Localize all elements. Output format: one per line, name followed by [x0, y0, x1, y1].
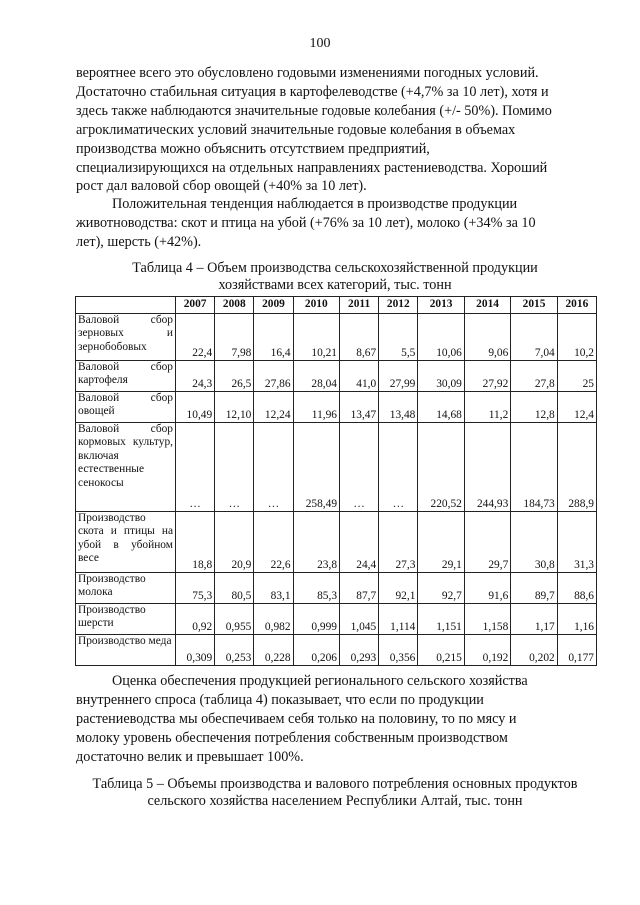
- value-cell: 27,3: [379, 512, 418, 573]
- value-cell: 12,4: [557, 392, 596, 423]
- value-cell: 0,92: [176, 604, 215, 635]
- value-cell: 41,0: [340, 361, 379, 392]
- value-cell: 18,8: [176, 512, 215, 573]
- table-row: [76, 361, 597, 392]
- value-cell: 29,1: [418, 512, 464, 573]
- value-cell: 13,48: [379, 392, 418, 423]
- production-table: [75, 296, 597, 666]
- value-cell: 0,202: [511, 635, 557, 666]
- value-cell: 85,3: [293, 573, 339, 604]
- value-cell: 1,158: [464, 604, 510, 635]
- page-number: 100: [309, 36, 331, 51]
- year-header: 2011: [340, 297, 379, 314]
- value-cell: 244,93: [464, 423, 510, 512]
- value-cell: …: [379, 423, 418, 512]
- value-cell: 22,6: [254, 512, 293, 573]
- value-cell: 83,1: [254, 573, 293, 604]
- table-header-row: [76, 297, 597, 314]
- row-label: Производство скота и птицы на убой в убойном весе: [76, 512, 176, 573]
- value-cell: 12,8: [511, 392, 557, 423]
- table-row: [76, 635, 597, 666]
- table-row: [76, 314, 597, 361]
- table-row: [76, 604, 597, 635]
- year-header: 2016: [557, 297, 596, 314]
- table-row: [76, 392, 597, 423]
- value-cell: 13,47: [340, 392, 379, 423]
- value-cell: 0,999: [293, 604, 339, 635]
- value-cell: 0,309: [176, 635, 215, 666]
- value-cell: 258,49: [293, 423, 339, 512]
- year-header: 2015: [511, 297, 557, 314]
- row-label: Валовой сбор овощей: [76, 392, 176, 423]
- value-cell: 0,228: [254, 635, 293, 666]
- value-cell: 75,3: [176, 573, 215, 604]
- value-cell: 0,293: [340, 635, 379, 666]
- row-label: Валовой сбор кормовых культур, включая естественные сенокосы: [76, 423, 176, 512]
- value-cell: 27,99: [379, 361, 418, 392]
- value-cell: 30,8: [511, 512, 557, 573]
- value-cell: 25: [557, 361, 596, 392]
- year-header: 2009: [254, 297, 293, 314]
- paragraph-crop-variability: вероятнее всего это обусловлено годовыми изменениями погодных условий. Достаточно стабильная ситуация в картофелеводстве (+4,7% за 10 лет), хотя и здесь также наблюдаются значительные годовые колебания (+/- 50%). Помимо агроклиматических условий значительные годовые колебания в объемах производства можно объяснить отсутствием предприятий, специализирующихся на отдельных направлениях растениеводства. Хороший рост дал валовой сбор овощей (+40% за 10 лет).: [76, 65, 552, 195]
- value-cell: 26,5: [215, 361, 254, 392]
- value-cell: 20,9: [215, 512, 254, 573]
- value-cell: 0,215: [418, 635, 464, 666]
- value-cell: 92,7: [418, 573, 464, 604]
- value-cell: 23,8: [293, 512, 339, 573]
- value-cell: 92,1: [379, 573, 418, 604]
- value-cell: 31,3: [557, 512, 596, 573]
- value-cell: 1,17: [511, 604, 557, 635]
- value-cell: 22,4: [176, 314, 215, 361]
- row-label: Валовой сбор картофеля: [76, 361, 176, 392]
- value-cell: 0,192: [464, 635, 510, 666]
- value-cell: 10,2: [557, 314, 596, 361]
- value-cell: 87,7: [340, 573, 379, 604]
- value-cell: 0,356: [379, 635, 418, 666]
- value-cell: …: [340, 423, 379, 512]
- table-row: [76, 573, 597, 604]
- value-cell: 29,7: [464, 512, 510, 573]
- table4-caption: Таблица 4 – Объем производства сельскохозяйственной продукции хозяйствами всех категорий, тыс. тонн: [132, 260, 538, 293]
- value-cell: 1,151: [418, 604, 464, 635]
- value-cell: 8,67: [340, 314, 379, 361]
- year-header: 2012: [379, 297, 418, 314]
- value-cell: 5,5: [379, 314, 418, 361]
- value-cell: …: [215, 423, 254, 512]
- value-cell: 0,982: [254, 604, 293, 635]
- row-label: Производство шерсти: [76, 604, 176, 635]
- year-header: 2013: [418, 297, 464, 314]
- value-cell: 16,4: [254, 314, 293, 361]
- value-cell: 27,8: [511, 361, 557, 392]
- value-cell: 0,206: [293, 635, 339, 666]
- value-cell: …: [176, 423, 215, 512]
- year-header: 2007: [176, 297, 215, 314]
- value-cell: 10,49: [176, 392, 215, 423]
- value-cell: 9,06: [464, 314, 510, 361]
- value-cell: 27,92: [464, 361, 510, 392]
- year-header: 2008: [215, 297, 254, 314]
- value-cell: 11,2: [464, 392, 510, 423]
- value-cell: 14,68: [418, 392, 464, 423]
- paragraph-livestock-trend: Положительная тенденция наблюдается в производстве продукции животноводства: скот и птица на убой (+76% за 10 лет), молоко (+34% за 10 лет), шерсть (+42%).: [76, 196, 536, 250]
- header-blank-cell: [76, 297, 176, 314]
- value-cell: 88,6: [557, 573, 596, 604]
- row-label: Производство меда: [76, 635, 176, 666]
- value-cell: 89,7: [511, 573, 557, 604]
- value-cell: 1,045: [340, 604, 379, 635]
- value-cell: 184,73: [511, 423, 557, 512]
- year-header: 2014: [464, 297, 510, 314]
- value-cell: 12,10: [215, 392, 254, 423]
- value-cell: 80,5: [215, 573, 254, 604]
- value-cell: 10,06: [418, 314, 464, 361]
- table-row: [76, 512, 597, 573]
- value-cell: 11,96: [293, 392, 339, 423]
- value-cell: 30,09: [418, 361, 464, 392]
- row-label: Валовой сбор зерновых и зернобобовых: [76, 314, 176, 361]
- value-cell: 12,24: [254, 392, 293, 423]
- value-cell: 0,253: [215, 635, 254, 666]
- value-cell: 91,6: [464, 573, 510, 604]
- value-cell: 24,3: [176, 361, 215, 392]
- value-cell: 220,52: [418, 423, 464, 512]
- row-label: Производство молока: [76, 573, 176, 604]
- value-cell: 7,04: [511, 314, 557, 361]
- value-cell: 7,98: [215, 314, 254, 361]
- value-cell: 1,16: [557, 604, 596, 635]
- value-cell: 10,21: [293, 314, 339, 361]
- year-header: 2010: [293, 297, 339, 314]
- table5-caption: Таблица 5 – Объемы производства и валового потребления основных продуктов сельского хозяйства населением Республики Алтай, тыс. тонн: [92, 776, 578, 809]
- value-cell: 0,955: [215, 604, 254, 635]
- value-cell: 288,9: [557, 423, 596, 512]
- paragraph-demand-assessment: Оценка обеспечения продукцией регионального сельского хозяйства внутреннего спроса (таблица 4) показывает, что если по продукции растениеводства мы обеспечиваем себя только на половину, то по мясу и молоку уровень обеспечения потребления собственным производством достаточно велик и превышает 100%.: [76, 673, 528, 765]
- value-cell: 27,86: [254, 361, 293, 392]
- value-cell: 0,177: [557, 635, 596, 666]
- value-cell: 28,04: [293, 361, 339, 392]
- value-cell: 24,4: [340, 512, 379, 573]
- value-cell: 1,114: [379, 604, 418, 635]
- value-cell: …: [254, 423, 293, 512]
- table-row: [76, 423, 597, 512]
